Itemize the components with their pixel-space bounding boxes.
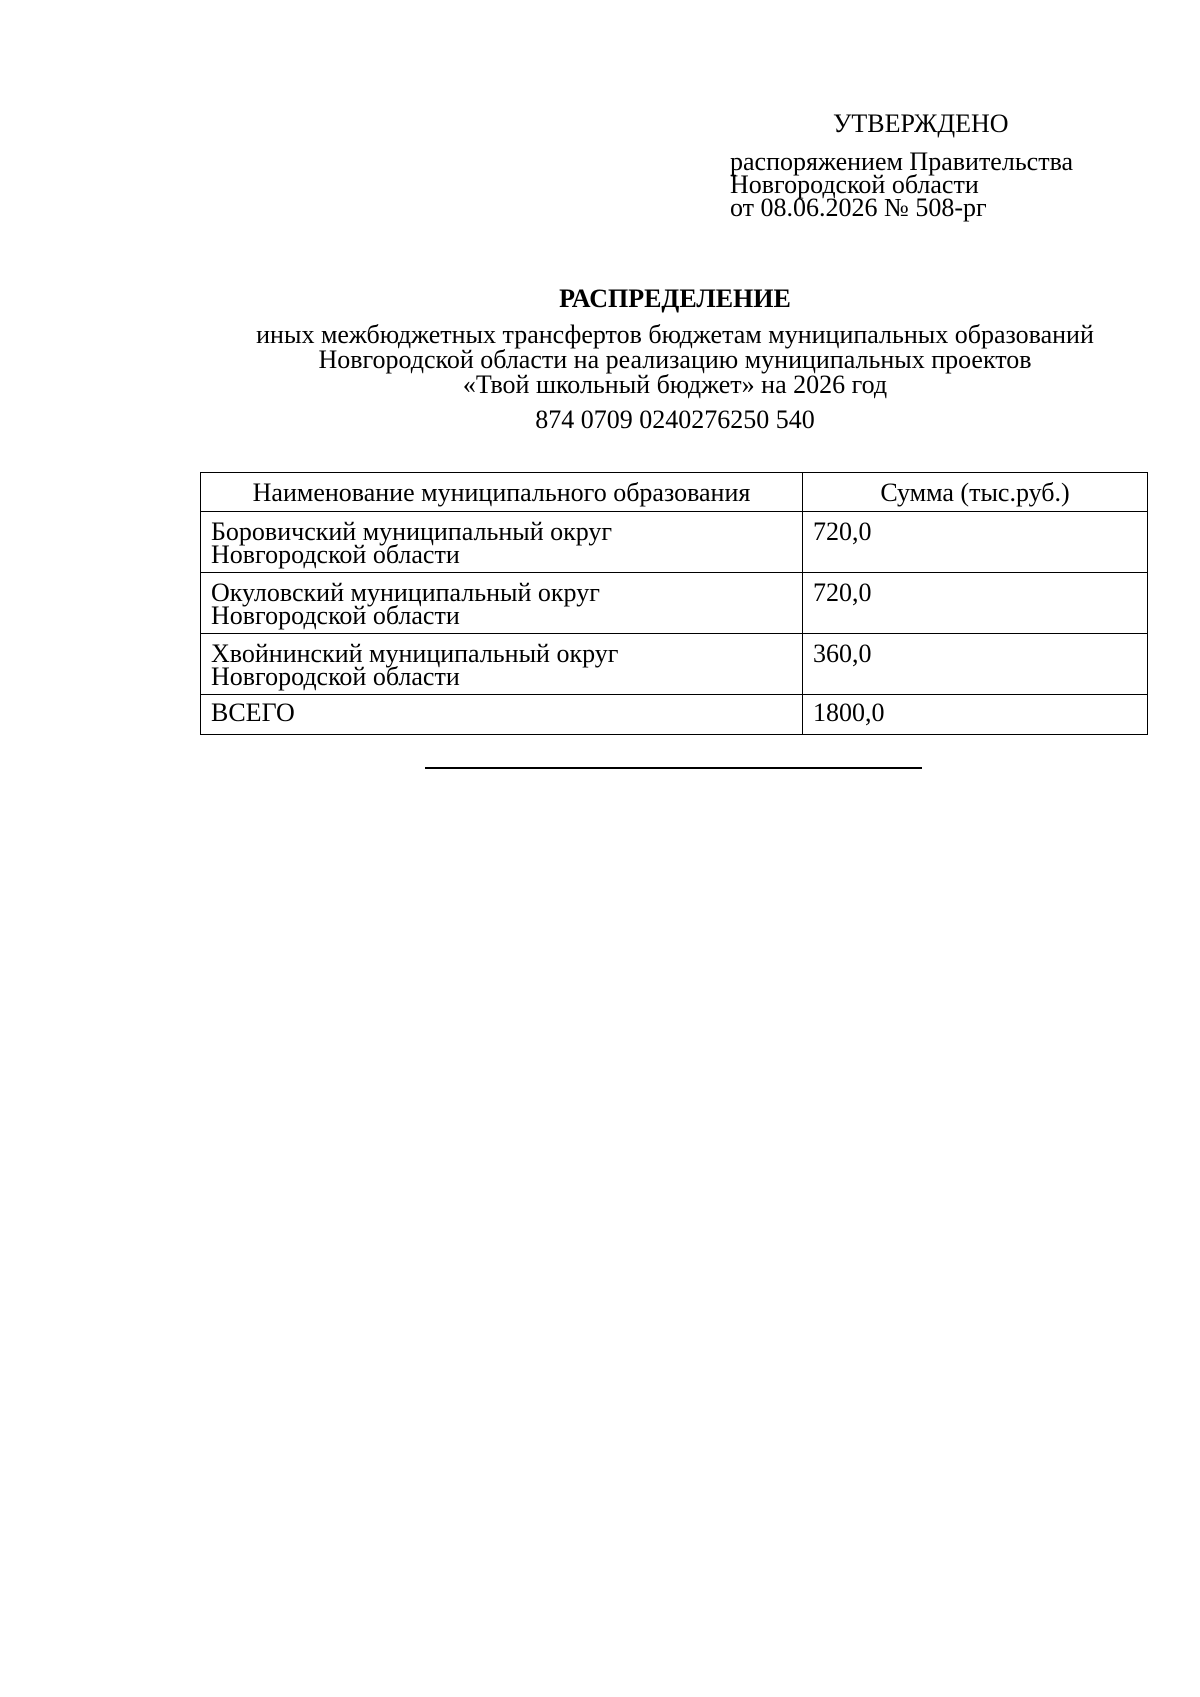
- closing-divider: [425, 767, 922, 769]
- header-name-column: Наименование муниципального образования: [201, 473, 803, 512]
- approval-details: [730, 147, 1170, 222]
- approval-block: [730, 108, 1170, 222]
- amount-cell: 720,0: [803, 573, 1148, 634]
- total-amount: 1800,0: [803, 695, 1148, 735]
- municipality-name-cell: [201, 573, 803, 634]
- approval-title: УТВЕРЖДЕНО: [833, 109, 1009, 138]
- municipality-region: Новгородской области: [211, 540, 460, 569]
- subtitle-line: Новгородской области на реализацию муниципальных проектов: [318, 345, 1032, 374]
- subtitle-line: иных межбюджетных трансфертов бюджетам муниципальных образований: [256, 320, 1094, 349]
- table-row: [201, 634, 1148, 695]
- municipality-region: Новгородской области: [211, 601, 460, 630]
- table-total-row: [201, 695, 1148, 735]
- municipality-region: Новгородской области: [211, 662, 460, 691]
- document-title: РАСПРЕДЕЛЕНИЕ: [559, 284, 791, 313]
- header-amount-column: Сумма (тыс.руб.): [803, 473, 1148, 512]
- approval-line-date-number: от 08.06.2026 № 508-рг: [730, 193, 987, 222]
- document-subtitle: [0, 322, 1200, 397]
- municipality-name-cell: [201, 512, 803, 573]
- approval-line-decree: распоряжением Правительства: [730, 147, 1074, 176]
- table-header-row: [201, 473, 1148, 512]
- amount-cell: 360,0: [803, 634, 1148, 695]
- total-label: ВСЕГО: [201, 695, 803, 735]
- table-row: [201, 573, 1148, 634]
- approval-line-region: Новгородской области: [730, 170, 979, 199]
- subtitle-line: «Твой школьный бюджет» на 2026 год: [462, 370, 888, 399]
- municipality-name: Боровичский муниципальный округ: [211, 517, 613, 546]
- budget-classification-code: 874 0709 0240276250 540: [535, 405, 815, 434]
- distribution-table: [200, 472, 1148, 735]
- municipality-name-cell: [201, 634, 803, 695]
- municipality-name: Окуловский муниципальный округ: [211, 578, 600, 607]
- amount-cell: 720,0: [803, 512, 1148, 573]
- table-row: [201, 512, 1148, 573]
- municipality-name: Хвойнинский муниципальный округ: [211, 639, 619, 668]
